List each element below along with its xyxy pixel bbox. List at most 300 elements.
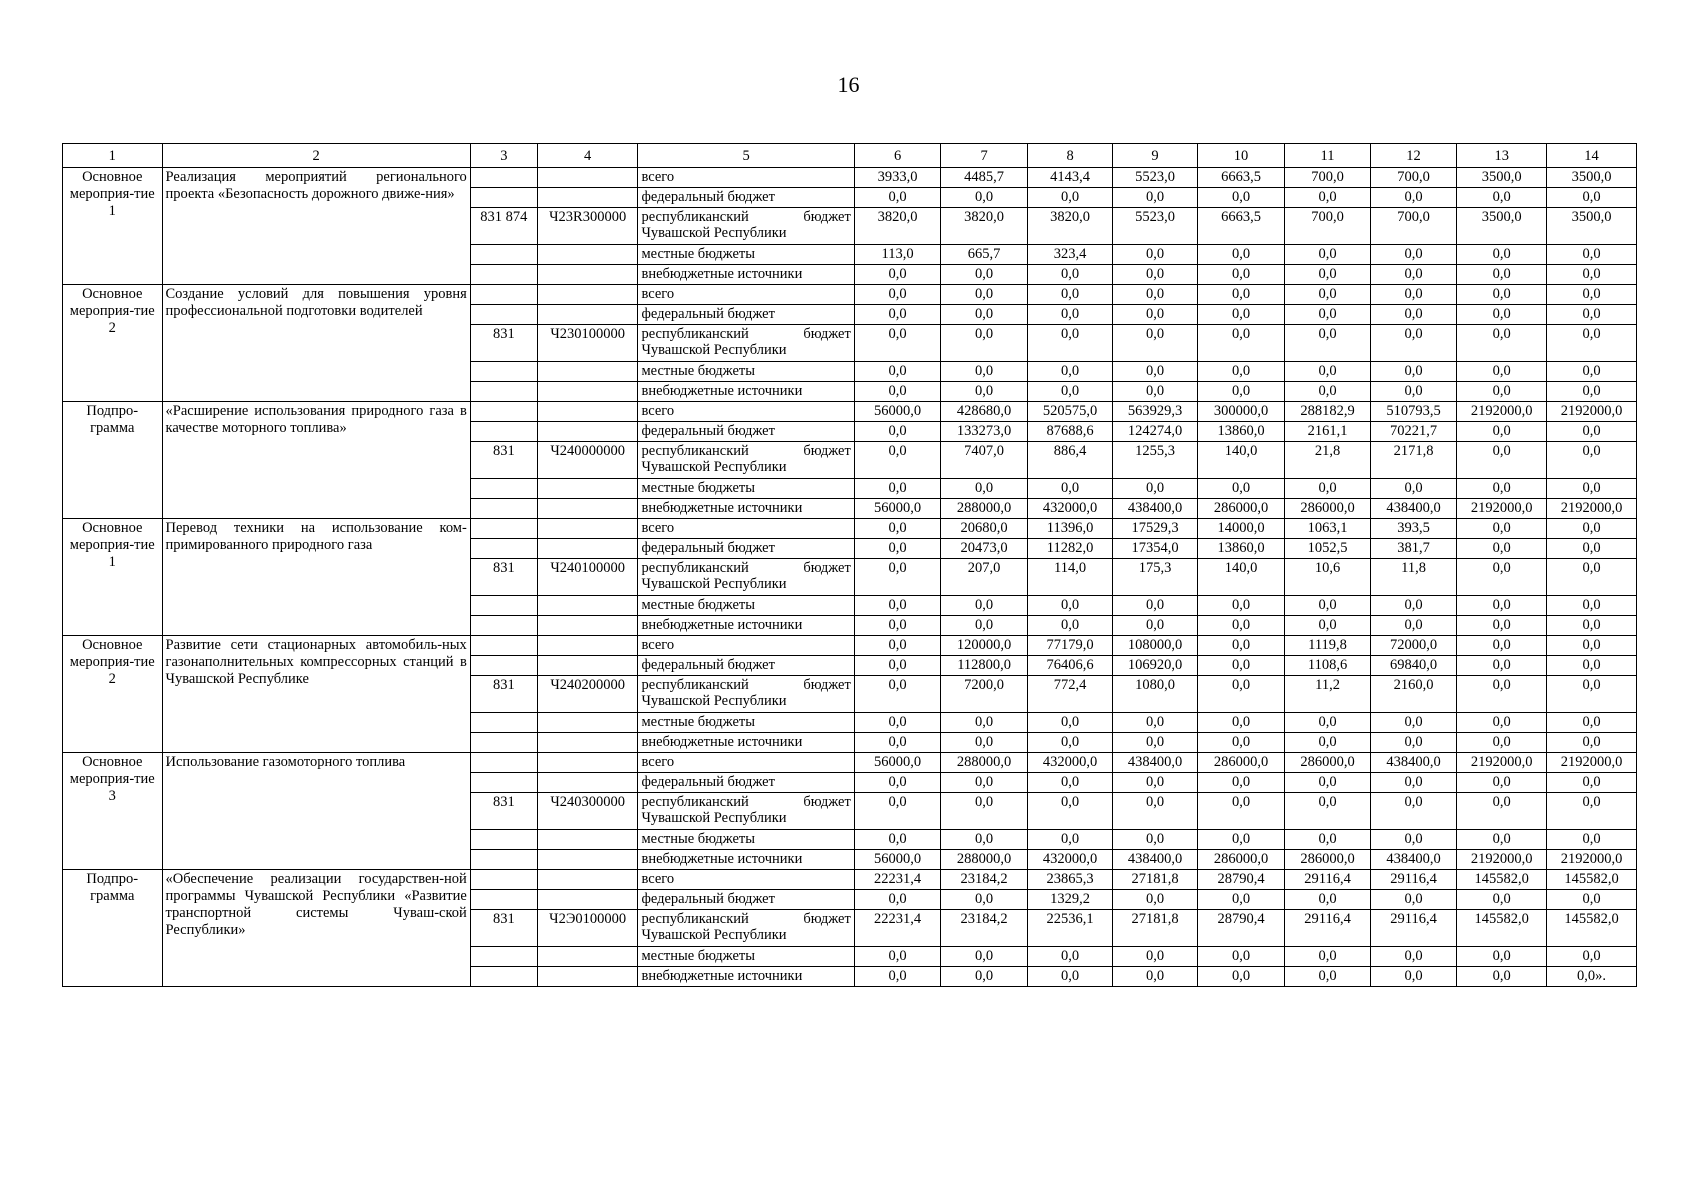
value-cell: 29116,4	[1285, 870, 1370, 890]
value-cell: 124274,0	[1113, 422, 1197, 442]
value-cell: 300000,0	[1197, 402, 1285, 422]
budget-code-cell	[537, 636, 638, 656]
value-cell: 10,6	[1285, 559, 1370, 596]
value-cell: 0,0	[854, 793, 941, 830]
budget-code-cell	[537, 539, 638, 559]
value-cell: 432000,0	[1027, 753, 1112, 773]
value-cell: 0,0	[1113, 305, 1197, 325]
value-cell: 0,0	[1370, 305, 1457, 325]
value-cell: 69840,0	[1370, 656, 1457, 676]
responsible-code-cell	[470, 870, 537, 890]
value-cell: 0,0	[1113, 616, 1197, 636]
value-cell: 288000,0	[941, 850, 1028, 870]
value-cell: 0,0	[1197, 382, 1285, 402]
value-cell: 0,0	[1197, 245, 1285, 265]
value-cell: 23865,3	[1027, 870, 1112, 890]
value-cell: 1063,1	[1285, 519, 1370, 539]
value-cell: 175,3	[1113, 559, 1197, 596]
responsible-code-cell	[470, 519, 537, 539]
value-cell: 0,0	[1547, 285, 1637, 305]
value-cell: 0,0	[1457, 265, 1547, 285]
value-cell: 0,0	[854, 636, 941, 656]
budget-code-cell	[537, 870, 638, 890]
value-cell: 0,0	[1457, 947, 1547, 967]
value-cell: 3820,0	[854, 208, 941, 245]
funding-source-line: Чувашской Республики	[641, 693, 787, 709]
responsible-code-cell	[470, 616, 537, 636]
value-cell: 438400,0	[1113, 850, 1197, 870]
value-cell: 7407,0	[941, 442, 1028, 479]
value-cell: 0,0	[1547, 733, 1637, 753]
funding-source-cell: местные бюджеты	[638, 830, 854, 850]
funding-source-word: республиканский	[641, 911, 749, 927]
header-cell: 6	[854, 144, 941, 168]
value-cell: 13860,0	[1197, 539, 1285, 559]
event-type-cell: Подпро-грамма	[63, 402, 163, 519]
value-cell: 11396,0	[1027, 519, 1112, 539]
value-cell: 56000,0	[854, 402, 941, 422]
header-cell: 8	[1027, 144, 1112, 168]
budget-code-cell	[537, 890, 638, 910]
value-cell: 113,0	[854, 245, 941, 265]
header-cell: 9	[1113, 144, 1197, 168]
value-cell: 0,0	[1285, 382, 1370, 402]
budget-code-cell	[537, 519, 638, 539]
responsible-code-cell: 831	[470, 676, 537, 713]
responsible-code-cell	[470, 636, 537, 656]
value-cell: 5523,0	[1113, 208, 1197, 245]
value-cell: 0,0	[854, 676, 941, 713]
value-cell: 20473,0	[941, 539, 1028, 559]
value-cell: 0,0	[854, 442, 941, 479]
event-type-cell: Основное мероприя-тие 3	[63, 753, 163, 870]
value-cell: 0,0	[854, 733, 941, 753]
table-row	[63, 753, 1637, 773]
funding-source-cell: всего	[638, 168, 854, 188]
budget-code-cell	[537, 168, 638, 188]
value-cell: 0,0	[1457, 713, 1547, 733]
budget-code-cell	[537, 753, 638, 773]
responsible-code-cell	[470, 422, 537, 442]
value-cell: 0,0	[941, 188, 1028, 208]
funding-source-line: Чувашской Республики	[641, 576, 787, 592]
funding-source-cell: федеральный бюджет	[638, 422, 854, 442]
value-cell: 0,0	[1457, 539, 1547, 559]
funding-source-word: бюджет	[803, 443, 851, 459]
value-cell: 510793,5	[1370, 402, 1457, 422]
value-cell: 108000,0	[1113, 636, 1197, 656]
value-cell: 0,0	[1285, 967, 1370, 987]
value-cell: 0,0	[1370, 265, 1457, 285]
event-name-cell: «Обеспечение реализации государствен-ной программы Чувашской Республики «Развитие транспортной системы Чуваш-ской Республики»	[162, 870, 470, 987]
value-cell: 0,0	[1457, 890, 1547, 910]
responsible-code-cell	[470, 285, 537, 305]
value-cell: 28790,4	[1197, 870, 1285, 890]
value-cell: 0,0	[1197, 265, 1285, 285]
funding-source-word: республиканский	[641, 794, 749, 810]
value-cell: 23184,2	[941, 910, 1028, 947]
value-cell: 0,0	[1285, 947, 1370, 967]
value-cell: 438400,0	[1113, 753, 1197, 773]
budget-code-cell	[537, 402, 638, 422]
value-cell: 0,0	[1547, 773, 1637, 793]
funding-source-cell: местные бюджеты	[638, 596, 854, 616]
responsible-code-cell: 831	[470, 910, 537, 947]
value-cell: 23184,2	[941, 870, 1028, 890]
value-cell: 0,0	[1370, 325, 1457, 362]
header-cell: 3	[470, 144, 537, 168]
value-cell: 1080,0	[1113, 676, 1197, 713]
funding-source-line	[641, 677, 850, 693]
value-cell: 0,0	[1457, 967, 1547, 987]
value-cell: 0,0	[1027, 362, 1112, 382]
value-cell: 27181,8	[1113, 870, 1197, 890]
value-cell: 3820,0	[941, 208, 1028, 245]
value-cell: 0,0	[1285, 890, 1370, 910]
header-cell: 14	[1547, 144, 1637, 168]
value-cell: 0,0	[1457, 305, 1547, 325]
value-cell: 2192000,0	[1457, 402, 1547, 422]
responsible-code-cell: 831	[470, 793, 537, 830]
value-cell: 207,0	[941, 559, 1028, 596]
value-cell: 0,0	[1027, 616, 1112, 636]
funding-source-cell: внебюджетные источники	[638, 265, 854, 285]
value-cell: 0,0	[1370, 285, 1457, 305]
funding-source-cell: федеральный бюджет	[638, 188, 854, 208]
value-cell: 0,0	[1547, 890, 1637, 910]
value-cell: 0,0	[1370, 733, 1457, 753]
value-cell: 76406,6	[1027, 656, 1112, 676]
budget-code-cell	[537, 850, 638, 870]
value-cell: 0,0	[1113, 245, 1197, 265]
value-cell: 0,0	[1457, 773, 1547, 793]
value-cell: 145582,0	[1457, 910, 1547, 947]
responsible-code-cell	[470, 402, 537, 422]
value-cell: 0,0	[1027, 265, 1112, 285]
value-cell: 0,0	[1370, 890, 1457, 910]
funding-source-cell: федеральный бюджет	[638, 773, 854, 793]
value-cell: 0,0	[1197, 305, 1285, 325]
value-cell: 0,0	[1113, 947, 1197, 967]
value-cell: 0,0	[1285, 265, 1370, 285]
value-cell: 0,0	[1285, 188, 1370, 208]
budget-code-cell	[537, 616, 638, 636]
value-cell: 0,0	[1370, 188, 1457, 208]
responsible-code-cell	[470, 850, 537, 870]
value-cell: 0,0	[1113, 382, 1197, 402]
value-cell: 29116,4	[1285, 910, 1370, 947]
header-cell: 2	[162, 144, 470, 168]
funding-source-cell	[638, 559, 854, 596]
value-cell: 0,0	[941, 713, 1028, 733]
value-cell: 0,0	[1113, 596, 1197, 616]
value-cell: 0,0	[1027, 733, 1112, 753]
value-cell: 438400,0	[1370, 850, 1457, 870]
value-cell: 286000,0	[1285, 753, 1370, 773]
budget-code-cell: Ч240200000	[537, 676, 638, 713]
budget-code-cell: Ч240000000	[537, 442, 638, 479]
table-row	[63, 519, 1637, 539]
value-cell: 0,0	[1370, 793, 1457, 830]
budget-code-cell	[537, 596, 638, 616]
value-cell: 286000,0	[1285, 850, 1370, 870]
value-cell: 0,0	[1027, 325, 1112, 362]
value-cell: 1052,5	[1285, 539, 1370, 559]
value-cell: 0,0	[1197, 676, 1285, 713]
value-cell: 0,0	[854, 559, 941, 596]
budget-code-cell	[537, 947, 638, 967]
responsible-code-cell	[470, 830, 537, 850]
value-cell: 0,0	[854, 616, 941, 636]
responsible-code-cell	[470, 713, 537, 733]
value-cell: 3820,0	[1027, 208, 1112, 245]
value-cell: 0,0	[1197, 325, 1285, 362]
value-cell: 0,0	[941, 890, 1028, 910]
value-cell: 432000,0	[1027, 850, 1112, 870]
table-row	[63, 636, 1637, 656]
value-cell: 393,5	[1370, 519, 1457, 539]
value-cell: 0,0	[1197, 713, 1285, 733]
header-row	[63, 144, 1637, 168]
funding-source-cell: внебюджетные источники	[638, 382, 854, 402]
value-cell: 145582,0	[1547, 910, 1637, 947]
value-cell: 2192000,0	[1457, 499, 1547, 519]
funding-source-line: Чувашской Республики	[641, 459, 787, 475]
value-cell: 700,0	[1285, 168, 1370, 188]
value-cell: 14000,0	[1197, 519, 1285, 539]
value-cell: 7200,0	[941, 676, 1028, 713]
value-cell: 0,0	[1457, 382, 1547, 402]
header-cell: 13	[1457, 144, 1547, 168]
value-cell: 0,0	[854, 596, 941, 616]
value-cell: 0,0	[1547, 596, 1637, 616]
funding-source-line: Чувашской Республики	[641, 927, 787, 943]
value-cell: 106920,0	[1113, 656, 1197, 676]
value-cell: 0,0	[1547, 265, 1637, 285]
value-cell: 4143,4	[1027, 168, 1112, 188]
value-cell: 0,0	[1197, 596, 1285, 616]
budget-code-cell	[537, 967, 638, 987]
value-cell: 0,0	[1547, 245, 1637, 265]
value-cell: 0,0	[1197, 733, 1285, 753]
value-cell: 0,0	[1113, 733, 1197, 753]
value-cell: 1329,2	[1027, 890, 1112, 910]
value-cell: 120000,0	[941, 636, 1028, 656]
value-cell: 140,0	[1197, 442, 1285, 479]
value-cell: 286000,0	[1197, 753, 1285, 773]
event-name-cell: Использование газомоторного топлива	[162, 753, 470, 870]
value-cell: 17354,0	[1113, 539, 1197, 559]
page-number: 16	[837, 72, 860, 97]
value-cell: 0,0	[1457, 830, 1547, 850]
responsible-code-cell	[470, 188, 537, 208]
value-cell: 772,4	[1027, 676, 1112, 713]
value-cell: 0,0	[1027, 967, 1112, 987]
value-cell: 77179,0	[1027, 636, 1112, 656]
value-cell: 0,0	[1285, 830, 1370, 850]
value-cell: 29116,4	[1370, 910, 1457, 947]
value-cell: 0,0	[1285, 596, 1370, 616]
funding-source-cell	[638, 442, 854, 479]
responsible-code-cell	[470, 947, 537, 967]
value-cell: 0,0	[1457, 362, 1547, 382]
budget-code-cell	[537, 733, 638, 753]
value-cell: 288000,0	[941, 753, 1028, 773]
funding-source-cell: местные бюджеты	[638, 947, 854, 967]
funding-source-cell	[638, 325, 854, 362]
value-cell: 0,0	[1547, 188, 1637, 208]
value-cell: 0,0	[1285, 479, 1370, 499]
funding-source-cell: местные бюджеты	[638, 245, 854, 265]
funding-source-line	[641, 209, 850, 225]
funding-source-cell: федеральный бюджет	[638, 539, 854, 559]
value-cell: 11,2	[1285, 676, 1370, 713]
value-cell: 112800,0	[941, 656, 1028, 676]
budget-code-cell	[537, 188, 638, 208]
value-cell: 22231,4	[854, 870, 941, 890]
event-name-cell: Реализация мероприятий регионального проекта «Безопасность дорожного движе-ния»	[162, 168, 470, 285]
budget-code-cell	[537, 713, 638, 733]
header-cell: 5	[638, 144, 854, 168]
event-type-cell: Основное мероприя-тие 1	[63, 168, 163, 285]
value-cell: 0,0	[1027, 713, 1112, 733]
responsible-code-cell	[470, 773, 537, 793]
responsible-code-cell	[470, 305, 537, 325]
value-cell: 0,0	[854, 830, 941, 850]
value-cell: 0,0	[1285, 773, 1370, 793]
value-cell: 0,0	[1027, 773, 1112, 793]
value-cell: 0,0	[1027, 947, 1112, 967]
value-cell: 3933,0	[854, 168, 941, 188]
funding-source-cell: федеральный бюджет	[638, 305, 854, 325]
value-cell: 0,0	[941, 773, 1028, 793]
event-type-cell: Основное мероприя-тие 2	[63, 636, 163, 753]
value-cell: 0,0	[854, 947, 941, 967]
value-cell: 3500,0	[1547, 168, 1637, 188]
value-cell: 0,0	[1457, 245, 1547, 265]
value-cell: 0,0	[941, 947, 1028, 967]
event-name-cell: Развитие сети стационарных автомобиль-ных газонаполнительных компрессорных станций в Чувашской Республике	[162, 636, 470, 753]
budget-code-cell	[537, 499, 638, 519]
value-cell: 1108,6	[1285, 656, 1370, 676]
value-cell: 0,0	[1027, 479, 1112, 499]
value-cell: 0,0	[1285, 616, 1370, 636]
value-cell: 0,0	[1547, 830, 1637, 850]
value-cell: 22231,4	[854, 910, 941, 947]
event-name-cell: «Расширение использования природного газа в качестве моторного топлива»	[162, 402, 470, 519]
responsible-code-cell	[470, 382, 537, 402]
value-cell: 0,0	[854, 967, 941, 987]
funding-source-cell: местные бюджеты	[638, 362, 854, 382]
value-cell: 0,0	[1370, 362, 1457, 382]
value-cell: 700,0	[1370, 168, 1457, 188]
value-cell: 0,0	[1547, 539, 1637, 559]
value-cell: 0,0	[941, 362, 1028, 382]
value-cell: 286000,0	[1197, 850, 1285, 870]
value-cell: 3500,0	[1457, 168, 1547, 188]
value-cell: 0,0	[1197, 793, 1285, 830]
value-cell: 2192000,0	[1547, 499, 1637, 519]
value-cell: 56000,0	[854, 499, 941, 519]
value-cell: 0,0	[854, 305, 941, 325]
funding-source-word: республиканский	[641, 326, 749, 342]
value-cell: 0,0	[941, 325, 1028, 362]
funding-source-line	[641, 443, 850, 459]
funding-source-cell	[638, 793, 854, 830]
value-cell: 2192000,0	[1547, 850, 1637, 870]
value-cell: 0,0	[1113, 479, 1197, 499]
value-cell: 0,0	[941, 479, 1028, 499]
funding-source-cell: федеральный бюджет	[638, 656, 854, 676]
value-cell: 0,0	[1027, 830, 1112, 850]
table-row	[63, 870, 1637, 890]
responsible-code-cell	[470, 539, 537, 559]
header-cell: 11	[1285, 144, 1370, 168]
value-cell: 145582,0	[1547, 870, 1637, 890]
value-cell: 886,4	[1027, 442, 1112, 479]
value-cell: 140,0	[1197, 559, 1285, 596]
value-cell: 2192000,0	[1457, 850, 1547, 870]
value-cell: 0,0	[1285, 325, 1370, 362]
value-cell: 286000,0	[1197, 499, 1285, 519]
value-cell: 4485,7	[941, 168, 1028, 188]
responsible-code-cell	[470, 890, 537, 910]
event-type-cell: Основное мероприя-тие 1	[63, 519, 163, 636]
value-cell: 0,0	[1457, 188, 1547, 208]
value-cell: 0,0	[854, 285, 941, 305]
value-cell: 0,0	[1547, 362, 1637, 382]
value-cell: 0,0	[1370, 616, 1457, 636]
value-cell: 0,0	[941, 305, 1028, 325]
value-cell: 56000,0	[854, 850, 941, 870]
value-cell: 0,0	[1027, 382, 1112, 402]
value-cell: 11282,0	[1027, 539, 1112, 559]
value-cell: 0,0	[1113, 362, 1197, 382]
value-cell: 0,0	[1547, 519, 1637, 539]
responsible-code-cell: 831	[470, 442, 537, 479]
value-cell: 0,0	[1457, 479, 1547, 499]
funding-source-line	[641, 326, 850, 342]
responsible-code-cell	[470, 499, 537, 519]
budget-code-cell	[537, 422, 638, 442]
value-cell: 0,0	[1547, 616, 1637, 636]
value-cell: 0,0	[1027, 793, 1112, 830]
value-cell: 0,0	[1370, 596, 1457, 616]
funding-source-word: республиканский	[641, 443, 749, 459]
value-cell: 286000,0	[1285, 499, 1370, 519]
funding-source-word: республиканский	[641, 560, 749, 576]
budget-code-cell: Ч240100000	[537, 559, 638, 596]
funding-source-cell: внебюджетные источники	[638, 967, 854, 987]
event-name-cell: Создание условий для повышения уровня профессиональной подготовки водителей	[162, 285, 470, 402]
value-cell: 11,8	[1370, 559, 1457, 596]
budget-code-cell	[537, 656, 638, 676]
value-cell: 438400,0	[1370, 499, 1457, 519]
value-cell: 0,0	[854, 773, 941, 793]
value-cell: 0,0	[1370, 382, 1457, 402]
value-cell: 0,0	[854, 519, 941, 539]
value-cell: 0,0	[1547, 676, 1637, 713]
value-cell: 0,0	[1197, 830, 1285, 850]
funding-source-word: бюджет	[803, 794, 851, 810]
value-cell: 0,0	[1197, 285, 1285, 305]
value-cell: 0,0	[1197, 967, 1285, 987]
value-cell: 0,0	[1370, 713, 1457, 733]
funding-source-word: республиканский	[641, 677, 749, 693]
value-cell: 0,0	[941, 285, 1028, 305]
value-cell: 0,0	[1457, 559, 1547, 596]
table-row	[63, 168, 1637, 188]
